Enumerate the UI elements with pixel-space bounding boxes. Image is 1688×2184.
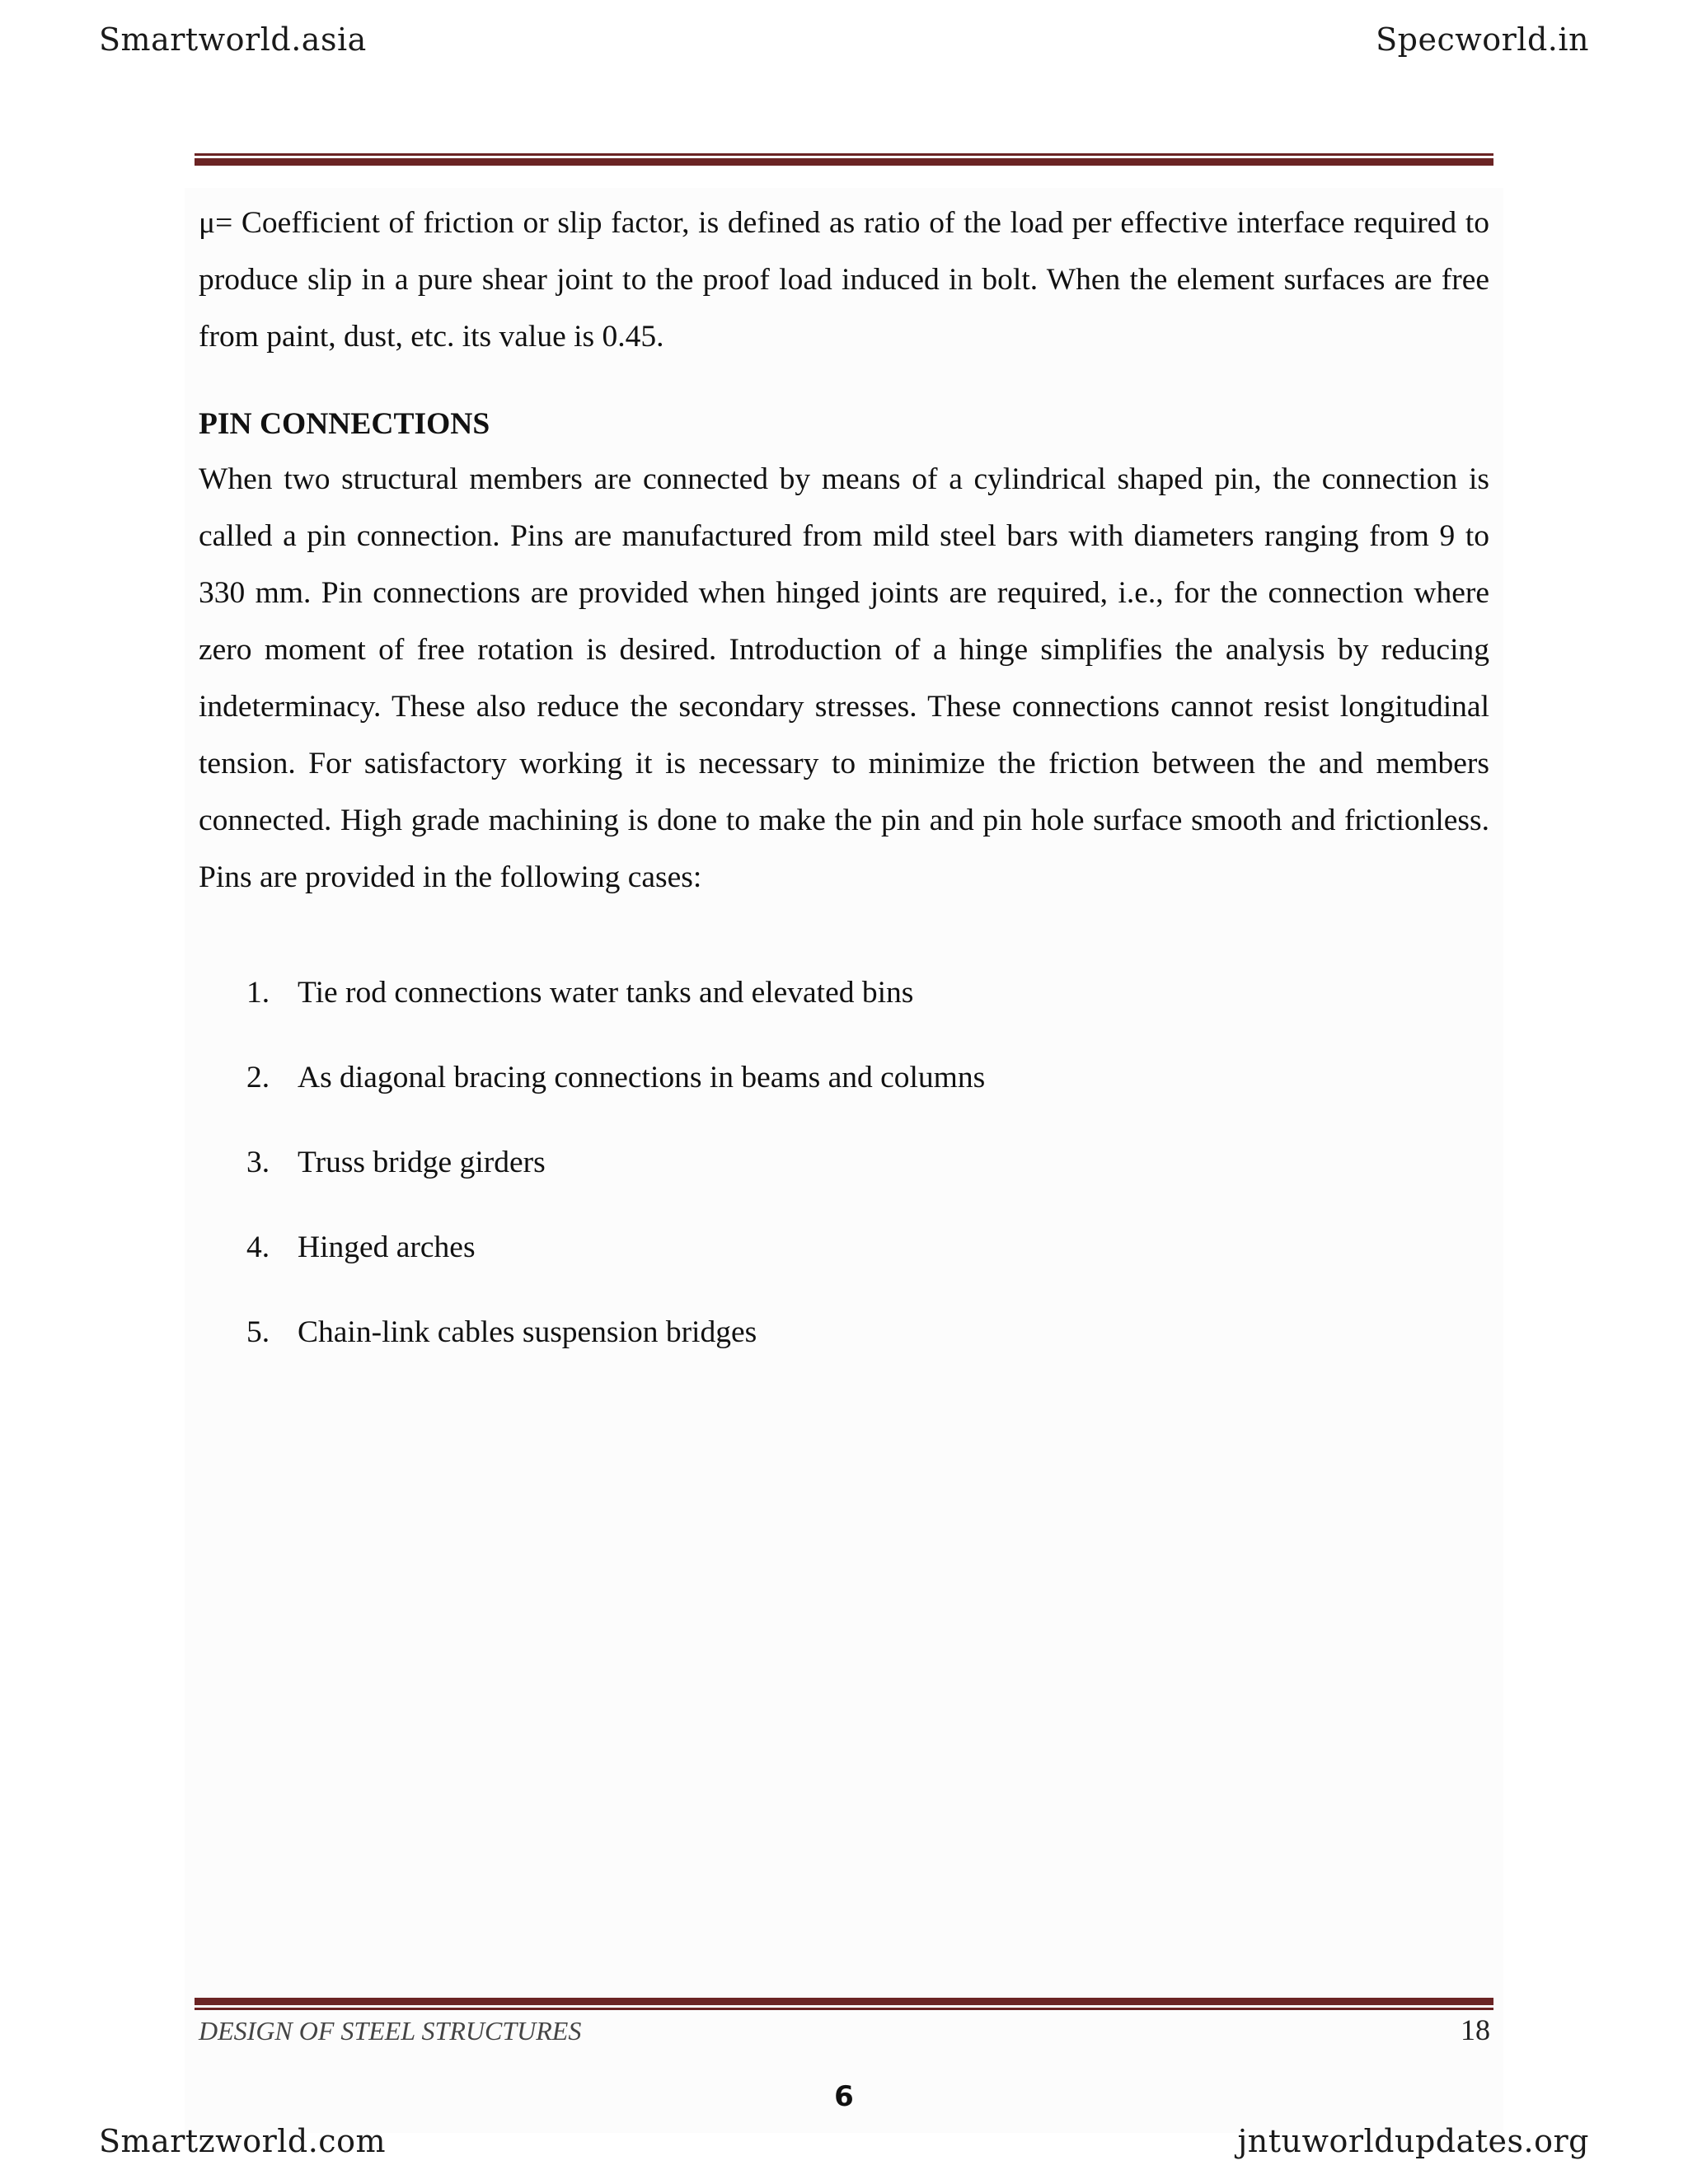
list-item-text: Truss bridge girders [298,1146,546,1179]
pin-connections-paragraph: When two structural members are connected by means of a cylindrical shaped pin, the connection is called a pin connection. Pins are manufactured from mild steel bars with diameters ranging from 9 to 330 mm. Pin connections are provided when hinged joints are required, i.e., for the connection where zero moment of free rotation is desired. Introduction of a hinge simplifies the analysis by reducing indeterminacy. These also reduce the secondary stresses. These connections cannot resist longitudinal tension. For satisfactory working it is necessary to minimize the friction between the and members connected. High grade machining is done to make the pin and pin hole surface smooth and frictionless. Pins are provided in the following cases: [199,462,1489,894]
footer-page-number: 18 [1461,2013,1490,2046]
list-item [199,964,1489,1049]
header-rule [195,153,1493,166]
watermark-bottom-right: jntuworldupdates.org [1237,2123,1589,2159]
list-item-number: 3. [246,1146,270,1179]
list-item-text: Chain-link cables suspension bridges [298,1315,757,1349]
list-item-number: 4. [246,1230,270,1264]
list-item-text: Hinged arches [298,1230,476,1264]
sheet-number: 6 [834,2080,854,2113]
list-item [199,1049,1489,1134]
footer-rule [195,1998,1493,2010]
list-item [199,1219,1489,1304]
mu-definition-paragraph: μ= Coefficient of friction or slip factor, is defined as ratio of the load per effective interface required to produce slip in a pure shear joint to the proof load induced in bolt. When the element surfaces are free from paint, dust, etc. its value is 0.45. [199,206,1489,354]
list-item [199,1134,1489,1219]
list-item-text: As diagonal bracing connections in beams and columns [298,1061,986,1094]
pin-connections-heading: PIN CONNECTIONS [199,407,490,441]
watermark-top-right: Specworld.in [1376,21,1589,58]
watermark-top-left: Smartworld.asia [99,21,367,58]
pin-cases-list [199,964,1489,1389]
list-item-text: Tie rod connections water tanks and elevated bins [298,976,914,1010]
watermark-bottom-left: Smartzworld.com [99,2123,386,2159]
list-item-number: 1. [246,976,270,1010]
footer-book-title: DESIGN OF STEEL STRUCTURES [199,2016,582,2046]
list-item-number: 2. [246,1061,270,1094]
list-item-number: 5. [246,1315,270,1349]
list-item [199,1304,1489,1389]
